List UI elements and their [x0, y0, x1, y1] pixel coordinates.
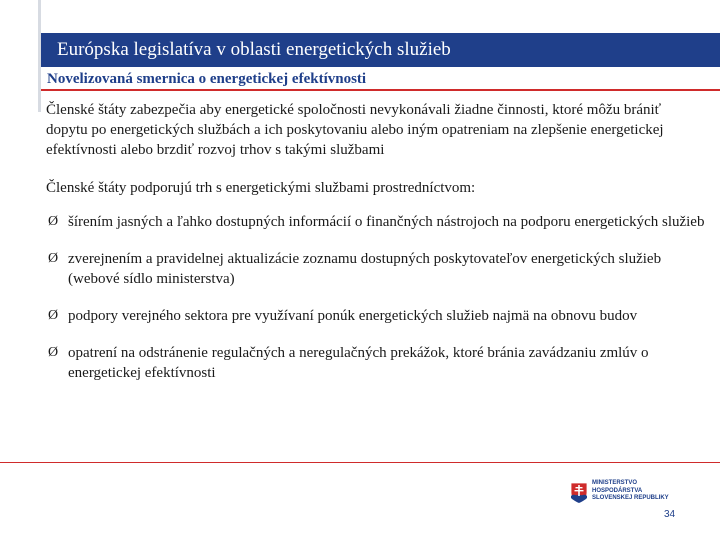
bullet-list: [46, 212, 706, 383]
arrow-bullet-icon: Ø: [48, 214, 59, 229]
logo-line: SLOVENSKEJ REPUBLIKY: [592, 495, 669, 501]
bullet-item: [46, 343, 706, 383]
footer-divider: [0, 462, 720, 463]
slide-body: [46, 100, 706, 400]
slide-title-bar: [41, 33, 720, 67]
logo-line: HOSPODÁRSTVA: [592, 487, 643, 494]
bullet-item: [46, 249, 706, 289]
page-number: 34: [664, 509, 676, 520]
bullet-item: [46, 212, 706, 232]
logo-line: MINISTERSTVO: [592, 480, 638, 486]
arrow-bullet-icon: Ø: [48, 308, 59, 323]
subtitle-section: [41, 68, 720, 91]
bullet-text: zverejnením a pravidelnej aktualizácie zoznamu dostupných poskytovateľov energetických služieb (webové sídlo ministerstva): [68, 251, 662, 287]
paragraph-1: Členské štáty zabezpečia aby energetické spoločnosti nevykonávali žiadne činnosti, ktoré môžu brániť dopytu po energetických službách a ich poskytovaniu alebo iným opatreniam na zlepšenie energetickej efektívnosti alebo brzdiť rozvoj trhov s takými službami: [46, 102, 664, 158]
ministry-logo: [570, 480, 690, 508]
bullet-text: podpory verejného sektora pre využívaní ponúk energetických služieb najmä na obnovu budov: [68, 308, 638, 324]
paragraph-2: Členské štáty podporujú trh s energetickými službami prostredníctvom:: [46, 180, 476, 196]
bullet-text: opatrení na odstránenie regulačných a neregulačných prekážok, ktoré bránia zavádzaniu zmlúv o energetickej efektívnosti: [68, 345, 649, 381]
bullet-item: [46, 306, 706, 326]
slovak-crest-icon: [570, 482, 588, 504]
slide-title: Európska legislatíva v oblasti energetických služieb: [57, 39, 451, 60]
arrow-bullet-icon: Ø: [48, 345, 59, 360]
ministry-logo-text: [592, 480, 669, 503]
bullet-text: šírením jasných a ľahko dostupných informácií o finančných nástrojoch na podporu energetických služieb: [68, 214, 705, 230]
slide-subtitle: Novelizovaná smernica o energetickej efektívnosti: [47, 71, 367, 87]
arrow-bullet-icon: Ø: [48, 251, 59, 266]
